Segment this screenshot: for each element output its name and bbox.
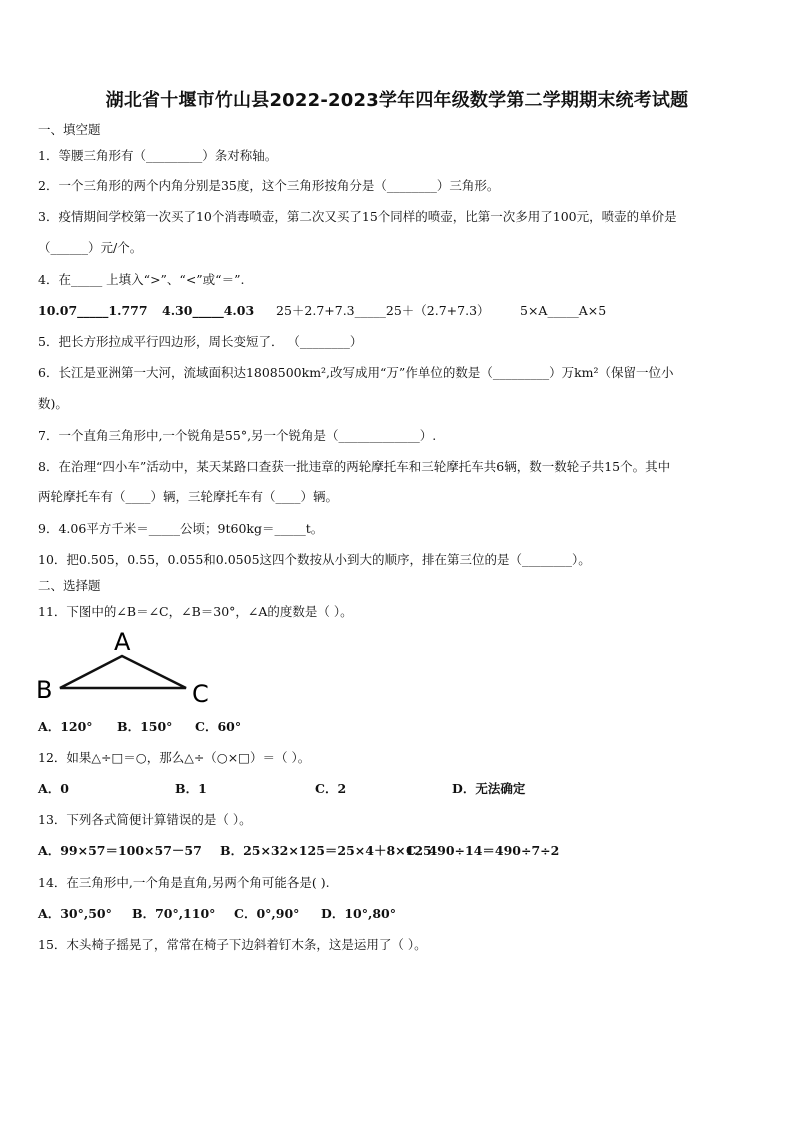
page-title: 湖北省十堰市竹山县2022-2023学年四年级数学第二学期期末统考试题	[105, 90, 689, 111]
question-12-option-c: C．2	[315, 781, 347, 796]
question-11: 11．下图中的∠B＝∠C，∠B＝30°，∠A的度数是（ ）。	[38, 604, 353, 619]
question-7: 7．一个直角三角形中,一个锐角是55°,另一个锐角是（_____________）.	[38, 428, 437, 443]
question-12-option-b: B．1	[175, 781, 207, 796]
question-6-line-1: 6．长江是亚洲第一大河，流域面积达1808500km²,改写成用“万”作单位的数是（_________）万km²（保留一位小	[38, 365, 674, 380]
question-4-item-3: 25＋2.7+7.3_____25＋（2.7+7.3）	[276, 303, 490, 318]
question-11-option-c: C．60°	[195, 719, 242, 734]
question-6-line-2: 数)。	[38, 396, 68, 411]
section-multiple-choice: 二、选择题	[38, 578, 101, 593]
question-14-option-d: D．10°,80°	[321, 906, 396, 921]
question-10: 10．把0.505，0.55，0.055和0.0505这四个数按从小到大的顺序，排在第三位的是（________）。	[38, 552, 591, 567]
section-fill-blank: 一、填空题	[38, 122, 101, 137]
question-2: 2．一个三角形的两个内角分别是35度，这个三角形按角分是（________）三角形。	[38, 178, 500, 193]
question-4-item-1: 10.07_____1.777	[38, 303, 148, 318]
question-13: 13．下列各式简便计算错误的是（ ）。	[38, 812, 252, 827]
question-13-option-a: A．99×57＝100×57－57	[38, 843, 202, 858]
question-3-line-1: 3．疫情期间学校第一次买了10个消毒喷壶，第二次又买了15个同样的喷壶，比第一次多用了100元，喷壶的单价是	[38, 209, 677, 224]
question-14-option-c: C．0°,90°	[234, 906, 300, 921]
vertex-label-a: A	[114, 628, 131, 656]
question-1: 1．等腰三角形有（_________）条对称轴。	[38, 148, 278, 163]
question-11-option-b: B．150°	[117, 719, 173, 734]
question-4-item-4: 5×A_____A×5	[520, 303, 607, 318]
question-14-option-a: A．30°,50°	[38, 906, 112, 921]
question-12-option-a: A．0	[38, 781, 69, 796]
vertex-label-b: B	[36, 676, 53, 704]
question-8-line-1: 8．在治理“四小车”活动中，某天某路口查获一批违章的两轮摩托车和三轮摩托车共6辆，数一数轮子共15个。其中	[38, 459, 671, 474]
vertex-label-c: C	[192, 680, 209, 708]
question-8-line-2: 两轮摩托车有（____）辆，三轮摩托车有（____）辆。	[38, 489, 339, 504]
question-15: 15．木头椅子摇晃了，常常在椅子下边斜着钉木条，这是运用了（ ）。	[38, 937, 427, 952]
question-14-option-b: B．70°,110°	[132, 906, 216, 921]
triangle-shape	[60, 656, 186, 688]
question-5: 5．把长方形拉成平行四边形，周长变短了． （________）	[38, 334, 363, 349]
question-11-option-a: A．120°	[38, 719, 93, 734]
question-9: 9．4.06平方千米＝_____公顷；9t60kg＝_____t。	[38, 521, 324, 536]
triangle-diagram	[34, 626, 224, 710]
question-12-option-d: D．无法确定	[452, 781, 526, 796]
question-4-item-2: 4.30_____4.03	[162, 303, 255, 318]
question-14: 14．在三角形中,一个角是直角,另两个角可能各是( ).	[38, 875, 330, 890]
question-3-line-2: （______）元/个。	[38, 240, 143, 255]
question-13-option-c: C．490÷14＝490÷7÷2	[406, 843, 560, 858]
question-4: 4．在_____ 上填入“>”、“<”或“＝”.	[38, 272, 245, 287]
question-12: 12．如果△÷□＝○，那么△÷（○×□）＝（ ）。	[38, 750, 311, 765]
question-13-option-b: B．25×32×125＝25×4＋8×125	[220, 843, 432, 858]
